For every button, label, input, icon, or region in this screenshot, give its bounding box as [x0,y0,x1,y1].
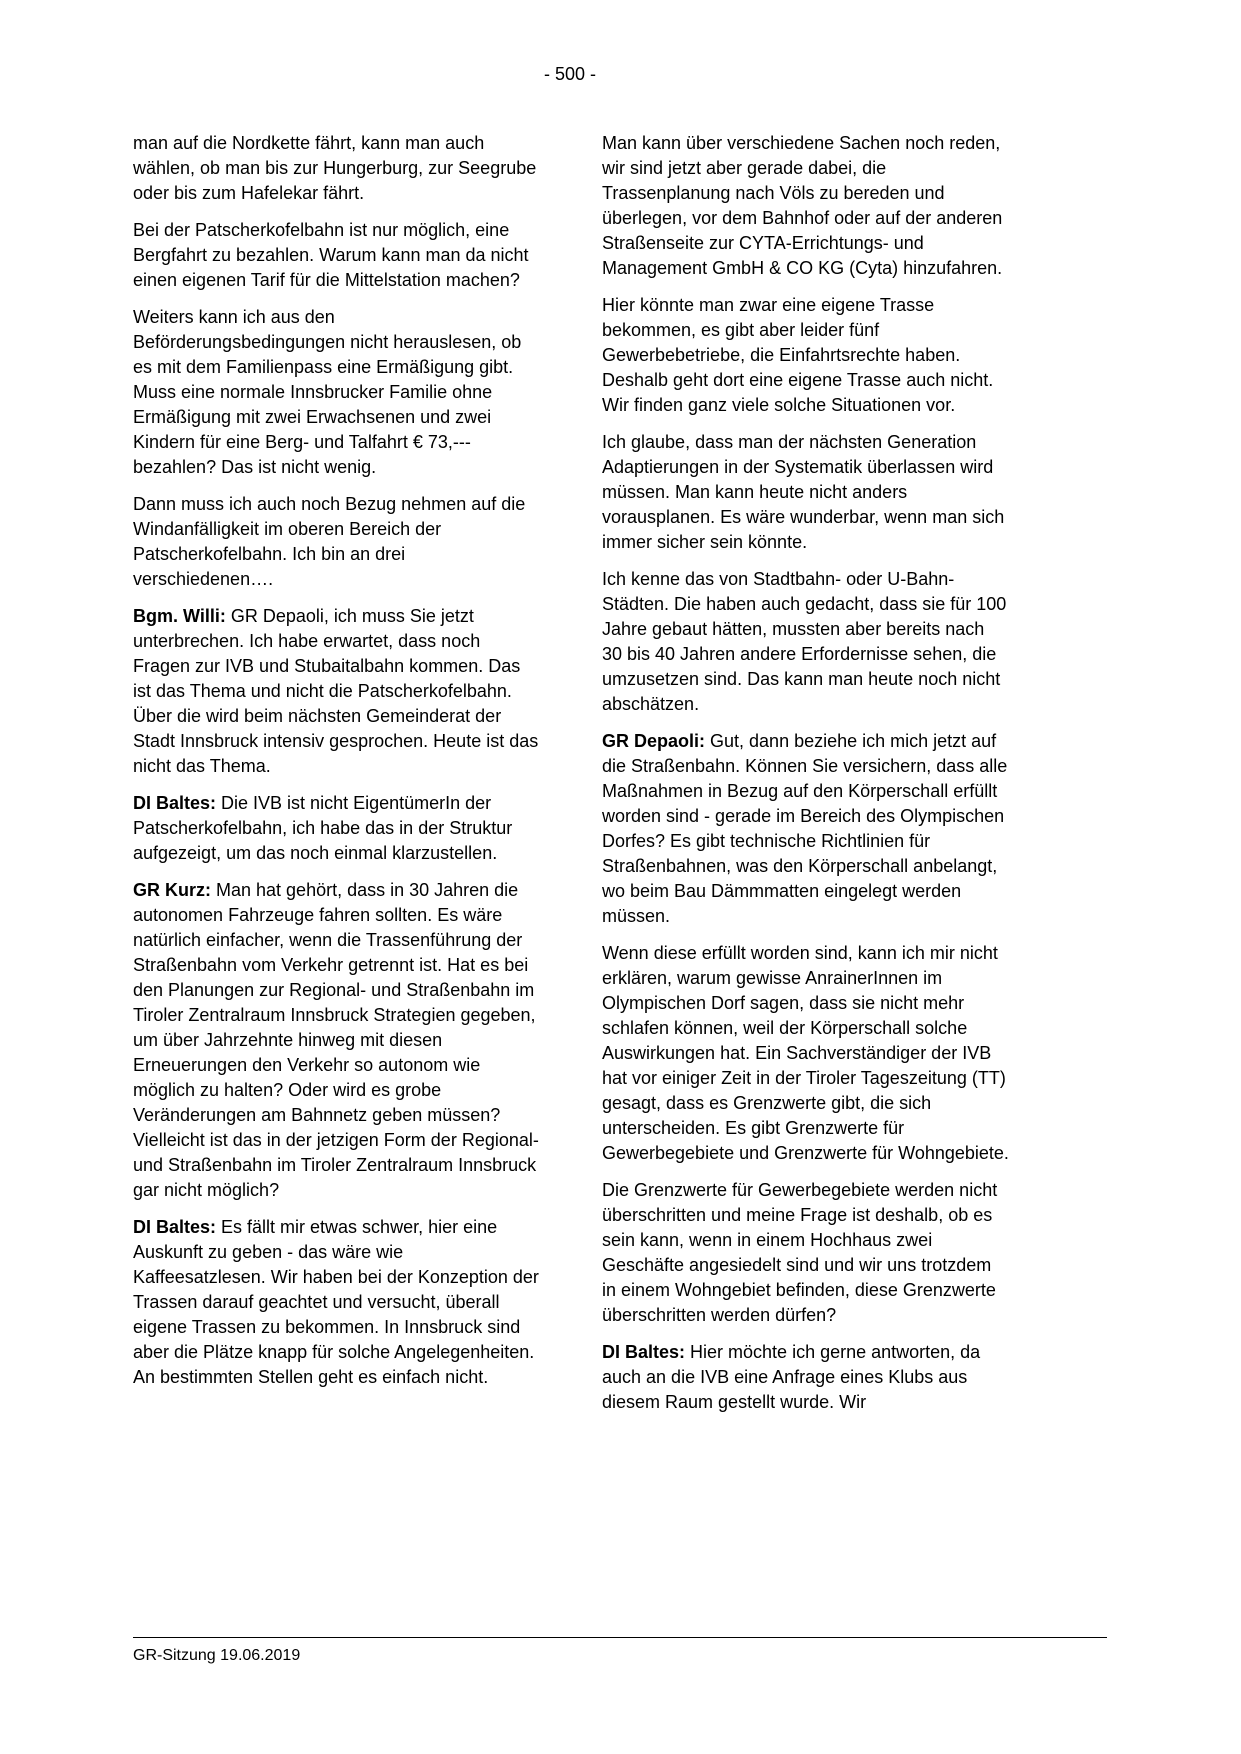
paragraph: Ich glaube, dass man der nächsten Generation Adaptierungen in der Systematik überlassen wird müssen. Man kann heute nicht anders vorausplanen. Es wäre wunderbar, wenn man sich immer sicher sein könnte. [602,432,1005,552]
page-footer [133,1637,1107,1667]
paragraph: Wenn diese erfüllt worden sind, kann ich mir nicht erklären, warum gewisse AnrainerInnen im Olympischen Dorf sagen, dass sie nicht mehr schlafen können, weil der Körperschall solche Auswirkungen hat. Ein Sachverständiger der IVB hat vor einiger Zeit in der Tiroler Tageszeitung (TT) gesagt, dass es Grenzwerte gibt, die sich unterscheiden. Es gibt Grenzwerte für Gewerbegebiete und Grenzwerte für Wohngebiete. [602,943,1009,1163]
speech-paragraph: GR Kurz: Man hat gehört, dass in 30 Jahren die autonomen Fahrzeuge fahren sollten. Es wäre natürlich einfacher, wenn die Trassenführung der Straßenbahn vom Verkehr getrennt ist. Hat es bei den Planungen zur Regional- und Straßenbahn im Tiroler Zentralraum Innsbruck Strategien gegeben, um über Jahrzehnte hinweg mit diesen Erneuerungen den Verkehr so autonom wie möglich zu halten? Oder wird es grobe Veränderungen am Bahnnetz geben müssen? Vielleicht ist das in der jetzigen Form der Regional- und Straßenbahn im Tiroler Zentralraum Innsbruck gar nicht möglich? [133,880,539,1200]
speaker-name: DI Baltes: [133,793,217,813]
speaker-name: GR Kurz: [133,880,211,900]
paragraph: man auf die Nordkette fährt, kann man auch wählen, ob man bis zur Hungerburg, zur Seegrube oder bis zum Hafelekar fährt. [133,133,537,203]
right-column [602,131,1009,1427]
paragraph: Hier könnte man zwar eine eigene Trasse bekommen, es gibt aber leider fünf Gewerbebetriebe, die Einfahrtsrechte haben. Deshalb geht dort eine eigene Trasse auch nicht. Wir finden ganz viele solche Situationen vor. [602,295,994,415]
text-columns [133,131,1009,1427]
speech-paragraph: DI Baltes: Die IVB ist nicht EigentümerIn der Patscherkofelbahn, ich habe das in der Struktur aufgezeigt, um das noch einmal klarzustellen. [133,793,513,863]
footer-text: GR-Sitzung 19.06.2019 [133,1647,301,1664]
page-number: - 500 - [543,64,597,84]
paragraph: Man kann über verschiedene Sachen noch reden, wir sind jetzt aber gerade dabei, die Trassenplanung nach Völs zu bereden und überlegen, vor dem Bahnhof oder auf der anderen Straßenseite zur CYTA-Errichtungs- und Management GmbH & CO KG (Cyta) hinzufahren. [602,133,1003,278]
speech-paragraph: GR Depaoli: Gut, dann beziehe ich mich jetzt auf die Straßenbahn. Können Sie versichern, dass alle Maßnahmen in Bezug auf den Körperschall erfüllt worden sind - gerade im Bereich des Olympischen Dorfes? Es gibt technische Richtlinien für Straßenbahnen, was den Körperschall anbelangt, wo beim Bau Dämmmatten eingelegt werden müssen. [602,731,1008,926]
paragraph: Weiters kann ich aus den Beförderungsbedingungen nicht herauslesen, ob es mit dem Familienpass eine Ermäßigung gibt. Muss eine normale Innsbrucker Familie ohne Ermäßigung mit zwei Erwachsenen und zwei Kindern für eine Berg- und Talfahrt € 73,--- bezahlen? Das ist nicht wenig. [133,307,522,477]
left-column [133,131,540,1402]
paragraph: Ich kenne das von Stadtbahn- oder U-Bahn-Städten. Die haben auch gedacht, dass sie für 100 Jahre gebaut hätten, mussten aber bereits nach 30 bis 40 Jahren andere Erfordernisse sehen, die umzusetzen sind. Das kann man heute noch nicht abschätzen. [602,569,1007,714]
speech-paragraph: DI Baltes: Es fällt mir etwas schwer, hier eine Auskunft zu geben - das wäre wie Kaffeesatzlesen. Wir haben bei der Konzeption der Trassen darauf geachtet und versucht, überall eigene Trassen zu bekommen. In Innsbruck sind aber die Plätze knapp für solche Angelegenheiten. An bestimmten Stellen geht es einfach nicht. [133,1217,539,1387]
speaker-name: DI Baltes: [133,1217,217,1237]
paragraph: Bei der Patscherkofelbahn ist nur möglich, eine Bergfahrt zu bezahlen. Warum kann man da nicht einen eigenen Tarif für die Mittelstation machen? [133,220,529,290]
paragraph: Dann muss ich auch noch Bezug nehmen auf die Windanfälligkeit im oberen Bereich der Patscherkofelbahn. Ich bin an drei verschiedenen…. [133,494,526,589]
speaker-name: Bgm. Willi: [133,606,226,626]
speaker-name: GR Depaoli: [602,731,706,751]
speaker-name: DI Baltes: [602,1342,686,1362]
speech-paragraph: Bgm. Willi: GR Depaoli, ich muss Sie jetzt unterbrechen. Ich habe erwartet, dass noch Fragen zur IVB und Stubaitalbahn kommen. Das ist das Thema und nicht die Patscherkofelbahn. Über die wird beim nächsten Gemeinderat der Stadt Innsbruck intensiv gesprochen. Heute ist das nicht das Thema. [133,606,539,776]
paragraph: Die Grenzwerte für Gewerbegebiete werden nicht überschritten und meine Frage ist deshalb, ob es sein kann, wenn in einem Hochhaus zwei Geschäfte angesiedelt sind und wir uns trotzdem in einem Wohngebiet befinden, diese Grenzwerte überschritten werden dürfen? [602,1180,998,1325]
speech-paragraph: DI Baltes: Hier möchte ich gerne antworten, da auch an die IVB eine Anfrage eines Klubs aus diesem Raum gestellt wurde. Wir [602,1342,981,1412]
